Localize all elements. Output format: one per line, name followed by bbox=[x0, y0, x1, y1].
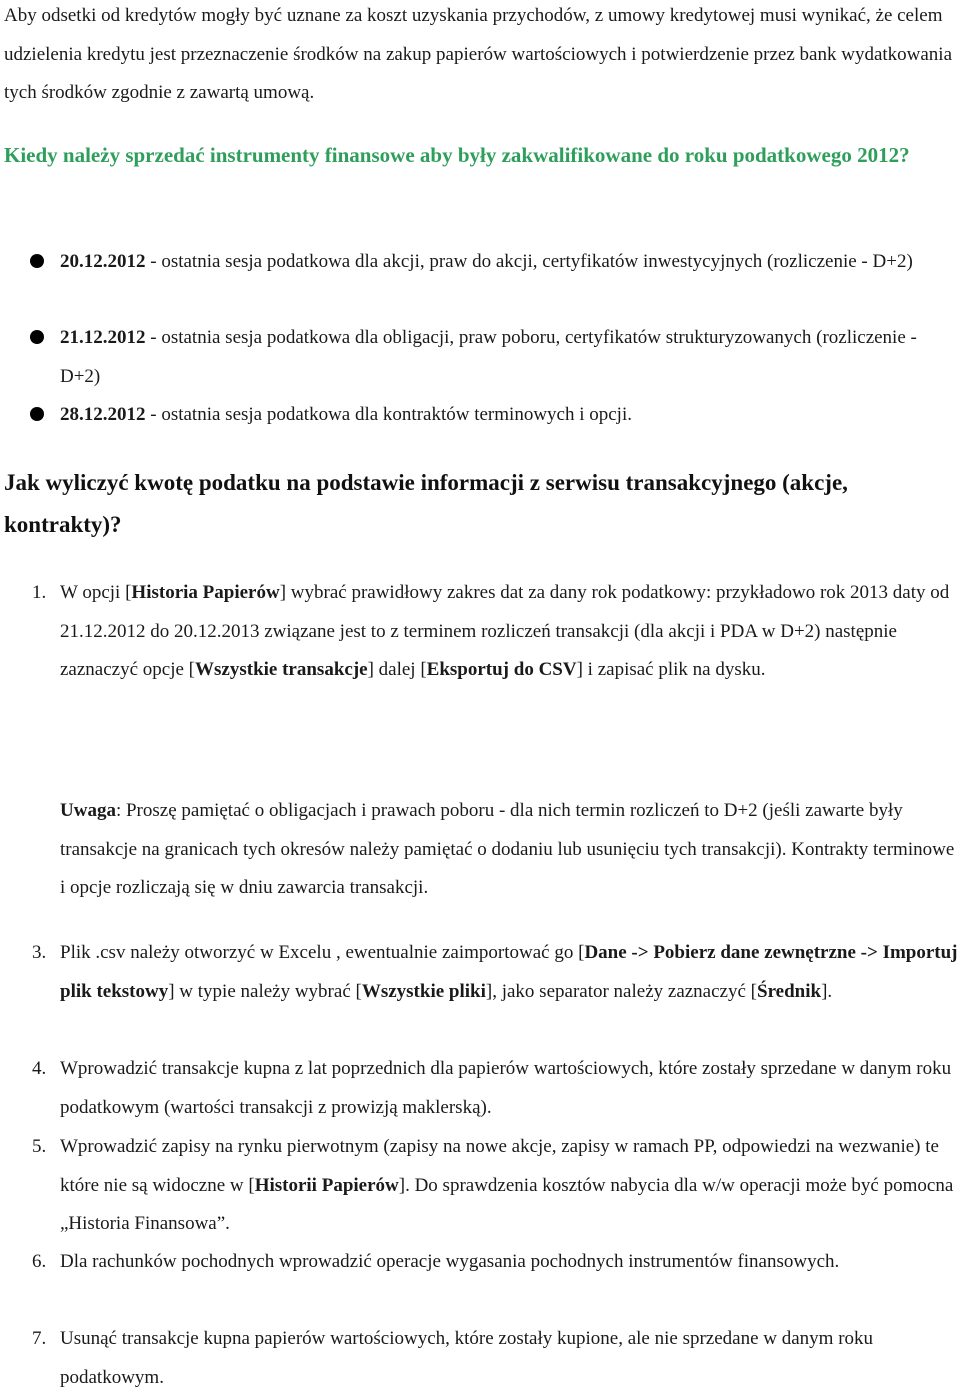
bullet-dot bbox=[30, 330, 44, 344]
step-number: 5. bbox=[32, 1136, 47, 1157]
step-bold: Wszystkie pliki bbox=[361, 980, 486, 1002]
step-text: W opcji [ bbox=[60, 582, 132, 603]
step-text: ]. Do sprawdzenia kosztów nabycia dla w/w operacji może być pomocna „Historia Finansowa”. bbox=[60, 1174, 954, 1234]
step-3 bbox=[32, 934, 958, 1011]
bullet-dot bbox=[30, 407, 44, 421]
step-number: 7. bbox=[32, 1328, 47, 1349]
bullet-text: - ostatnia sesja podatkowa dla obligacji, praw poboru, certyfikatów strukturyzowanych (rozliczenie - D+2) bbox=[60, 327, 917, 387]
section2-heading: Jak wyliczyć kwotę podatku na podstawie informacji z serwisu transakcyjnego (akcje, kontrakty)? bbox=[4, 470, 848, 537]
step-text: ] dalej [ bbox=[367, 659, 427, 680]
step-5 bbox=[32, 1128, 958, 1244]
step-number: 4. bbox=[32, 1058, 47, 1079]
step-text: ] i zapisać plik na dysku. bbox=[576, 659, 766, 680]
bullet-date: 28.12.2012 bbox=[60, 404, 146, 425]
bullet-item-2 bbox=[60, 319, 956, 396]
step-bold: Historia Papierów bbox=[131, 582, 280, 603]
step-text: ] w typie należy wybrać [ bbox=[168, 980, 362, 1002]
step-text: Wprowadzić transakcje kupna z lat poprzednich dla papierów wartościowych, które zostały sprzedane w danym roku podatkowym (wartości transakcji z prowizją maklerską). bbox=[60, 1058, 952, 1118]
note-text: : Proszę pamiętać o obligacjach i prawach poboru - dla nich termin rozliczeń to D+2 (jeśli zawarte były transakcje na granicach tych okresów należy pamiętać o dodaniu lub usunięciu tych transakcji). Kontrakty terminowe i opcje rozliczają się w dniu zawarcia transakcji. bbox=[60, 800, 955, 898]
step-bold: Dane -> Pobierz dane zewnętrzne -> Importuj plik tekstowy bbox=[60, 942, 958, 1002]
bullet-item-1 bbox=[60, 243, 956, 282]
step-bold: Historii Papierów bbox=[254, 1174, 399, 1196]
step-text: Plik .csv należy otworzyć w Excelu , ewentualnie zaimportować go [ bbox=[60, 942, 585, 963]
step-4 bbox=[32, 1050, 958, 1127]
step-6 bbox=[32, 1243, 958, 1282]
step-7 bbox=[32, 1320, 958, 1397]
step-text: ] wybrać prawidłowy zakres dat za dany rok podatkowy: przykładowo rok 2013 daty od 21.12.2012 do 20.12.2013 związane jest to z terminem rozliczeń transakcji (dla akcji i PDA w D+2) następnie zaznaczyć opcje [ bbox=[60, 582, 950, 680]
bullet-date: 21.12.2012 bbox=[60, 327, 146, 348]
step-1 bbox=[32, 574, 958, 690]
step-text: ]. bbox=[821, 980, 833, 1002]
section1-heading: Kiedy należy sprzedać instrumenty finansowe aby były zakwalifikowane do roku podatkowego 2012? bbox=[4, 143, 910, 167]
bullet-dot bbox=[30, 254, 44, 268]
step-bold: Wszystkie transakcje bbox=[195, 659, 368, 680]
step-text: Wprowadzić zapisy na rynku pierwotnym (zapisy na nowe akcje, zapisy w ramach PP, odpowiedzi na wezwanie) te które nie są widoczne w [ bbox=[60, 1136, 939, 1196]
step-number: 3. bbox=[32, 942, 47, 963]
step-bold: Eksportuj do CSV bbox=[426, 659, 577, 680]
step-text: Usunąć transakcje kupna papierów wartościowych, które zostały kupione, ale nie sprzedane w danym roku podatkowym. bbox=[60, 1328, 874, 1388]
step-number: 6. bbox=[32, 1251, 47, 1272]
step-number: 1. bbox=[32, 582, 47, 603]
step-bold: Średnik bbox=[757, 980, 822, 1002]
bullet-item-3 bbox=[60, 396, 956, 435]
bullet-text: - ostatnia sesja podatkowa dla akcji, praw do akcji, certyfikatów inwestycyjnych (rozliczenie - D+2) bbox=[145, 251, 913, 272]
note-paragraph bbox=[60, 792, 958, 908]
note-label: Uwaga bbox=[60, 800, 116, 821]
step-text: ], jako separator należy zaznaczyć [ bbox=[485, 980, 757, 1002]
intro-paragraph: Aby odsetki od kredytów mogły być uznane za koszt uzyskania przychodów, z umowy kredytowej musi wynikać, że celem udzielenia kredytu jest przeznaczenie środków na zakup papierów wartościowych i potwierdzenie przez bank wydatkowania tych środków zgodnie z zawartą umową. bbox=[4, 5, 953, 103]
bullet-date: 20.12.2012 bbox=[60, 251, 146, 272]
bullet-text: - ostatnia sesja podatkowa dla kontraktów terminowych i opcji. bbox=[145, 404, 632, 425]
step-text: Dla rachunków pochodnych wprowadzić operacje wygasania pochodnych instrumentów finansowych. bbox=[60, 1251, 840, 1272]
